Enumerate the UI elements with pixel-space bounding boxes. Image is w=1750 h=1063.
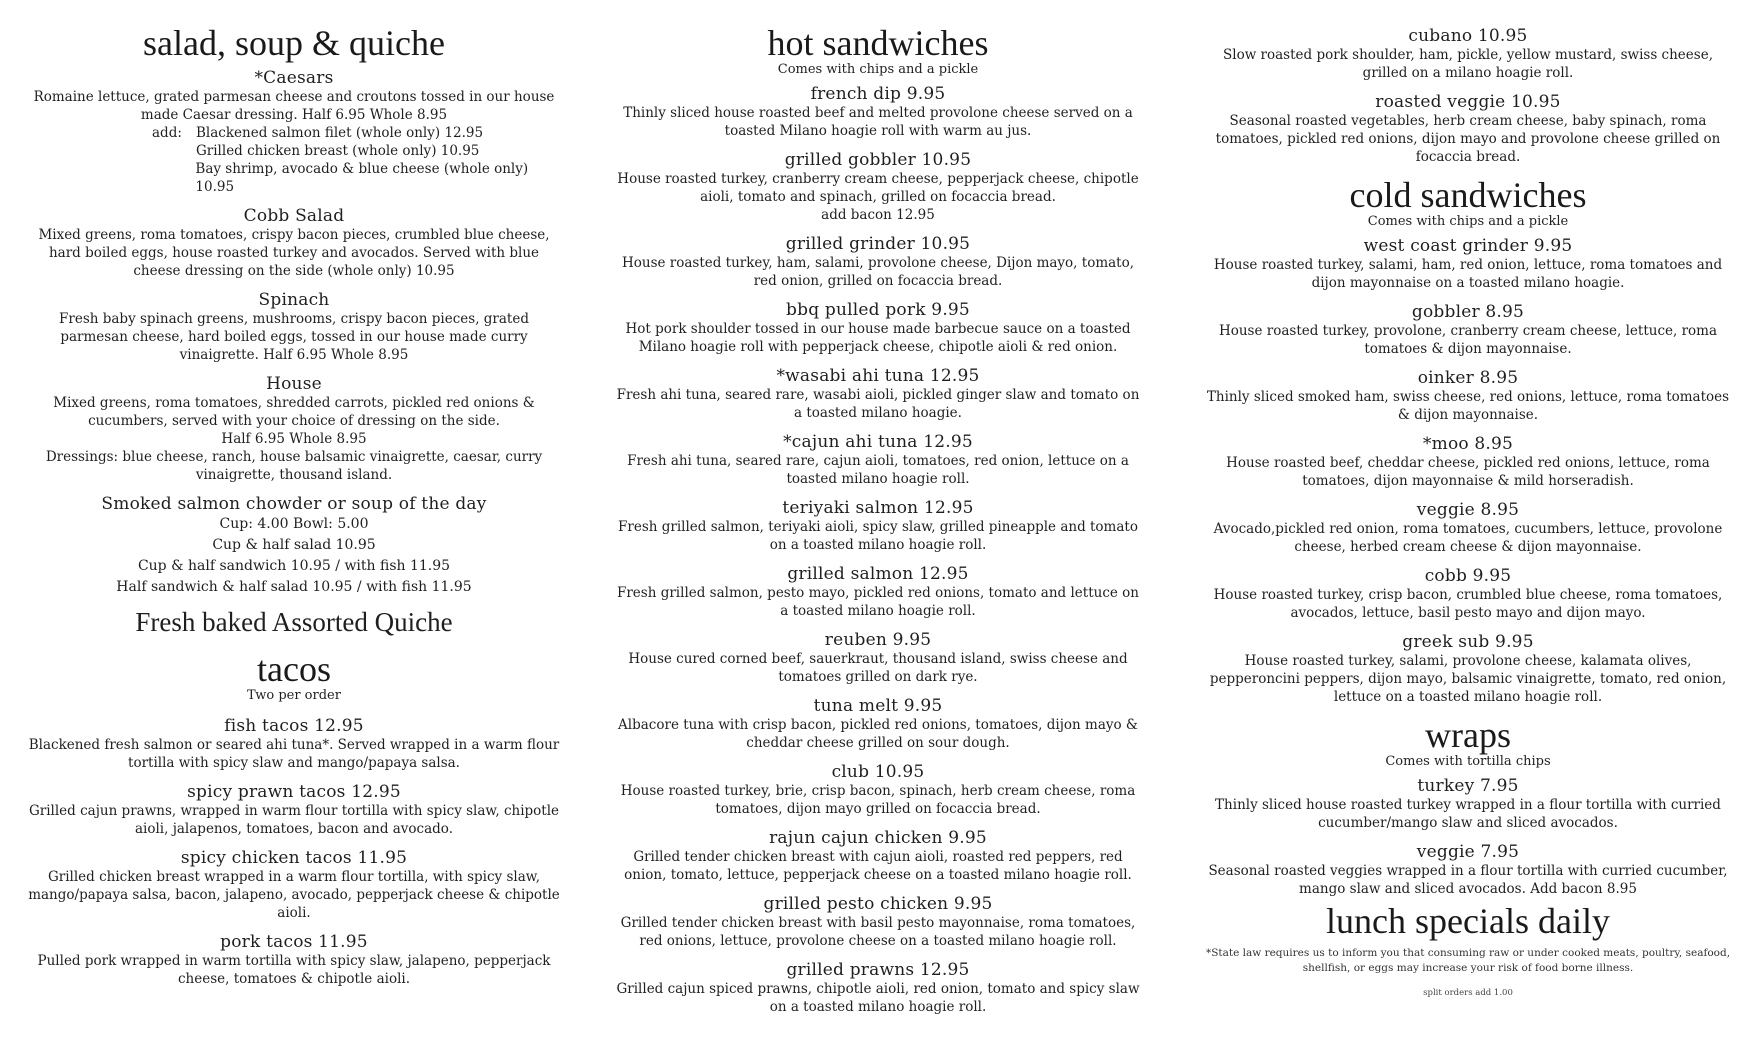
item-name: grilled grinder 10.95 xyxy=(785,234,971,254)
item-desc: House roasted turkey, crisp bacon, crumbled blue cheese, roma tomatoes, avocados, lettuce, basil pesto mayo and dijon mayo. xyxy=(1213,587,1723,621)
item-desc: Grilled tender chicken breast with cajun aioli, roasted red peppers, red onion, tomato, lettuce, pepperjack cheese on a toasted milano hoagie roll. xyxy=(624,849,1132,883)
item-desc: Albacore tuna with crisp bacon, pickled red onions, tomatoes, dijon mayo & cheddar cheese grilled on sour dough. xyxy=(618,717,1138,751)
item-name: gobbler 8.95 xyxy=(1411,302,1525,322)
menu-item-cold xyxy=(1196,302,1740,358)
menu-item-cold xyxy=(1196,236,1740,292)
addon: Grilled chicken breast (whole only) 10.95 xyxy=(196,143,480,159)
section-title-tacos: tacos xyxy=(257,649,331,689)
item-name: veggie 7.95 xyxy=(1416,842,1520,862)
soup-price-line: Cup & half salad 10.95 xyxy=(212,537,376,553)
menu-item-cold xyxy=(1196,368,1740,424)
menu-item-hot xyxy=(608,894,1148,950)
item-desc: Grilled chicken breast wrapped in a warm flour tortilla, with spicy slaw, mango/papaya salsa, bacon, jalapeno, avocado, pepperjack cheese & chipotle aioli. xyxy=(28,869,560,921)
menu-item-house xyxy=(22,374,566,484)
food-safety-notice: *State law requires us to inform you that consuming raw or under cooked meats, poultry, seafood, shellfish, or eggs may increase your risk of food borne illness. xyxy=(1205,947,1731,974)
menu-item-cold xyxy=(1196,632,1740,706)
item-desc: House roasted turkey, provolone, cranberry cream cheese, lettuce, roma tomatoes & dijon mayonnaise. xyxy=(1218,323,1718,357)
item-desc: Mixed greens, roma tomatoes, crispy bacon pieces, crumbled blue cheese, hard boiled eggs, house roasted turkey and avocados. Served with blue cheese dressing on the side (whole only) 10.95 xyxy=(38,227,550,279)
quiche-heading: Fresh baked Assorted Quiche xyxy=(135,607,453,637)
item-desc: House roasted turkey, salami, ham, red onion, lettuce, roma tomatoes and dijon mayonnaise on a toasted milano hoagie. xyxy=(1213,257,1723,291)
item-name: roasted veggie 10.95 xyxy=(1375,92,1561,112)
split-orders-note: split orders add 1.00 xyxy=(1423,988,1513,998)
item-name: *cajun ahi tuna 12.95 xyxy=(783,432,973,452)
soup-price-line: Cup & half sandwich 10.95 / with fish 11.95 xyxy=(137,558,451,574)
item-name: cubano 10.95 xyxy=(1408,26,1528,46)
menu-item-cold xyxy=(1196,500,1740,556)
column-cold-wraps xyxy=(1196,26,1740,998)
item-desc: House roasted turkey, cranberry cream cheese, pepperjack cheese, chipotle aioli, tomato and spinach, grilled on focaccia bread. xyxy=(617,171,1139,205)
menu-item-hot xyxy=(608,564,1148,620)
item-name: spicy prawn tacos 12.95 xyxy=(187,782,401,802)
item-name: Spinach xyxy=(258,290,330,310)
item-name: cobb 9.95 xyxy=(1424,566,1512,586)
column-salad-tacos xyxy=(22,24,566,998)
section-title-cold-sandwiches: cold sandwiches xyxy=(1349,175,1587,215)
menu-item-wrap xyxy=(1196,776,1740,832)
item-name: *moo 8.95 xyxy=(1422,434,1514,454)
item-name: greek sub 9.95 xyxy=(1402,632,1534,652)
item-name: french dip 9.95 xyxy=(810,84,946,104)
item-name: west coast grinder 9.95 xyxy=(1363,236,1573,256)
menu-item-taco xyxy=(22,932,566,988)
item-desc: House cured corned beef, sauerkraut, thousand island, swiss cheese and tomatoes grilled on dark rye. xyxy=(628,651,1128,685)
menu-item-caesars xyxy=(22,68,566,196)
item-desc: Slow roasted pork shoulder, ham, pickle, yellow mustard, swiss cheese, grilled on a milano hoagie roll. xyxy=(1223,47,1713,81)
menu-item-hot-cont xyxy=(1196,92,1740,166)
section-title-salad: salad, soup & quiche xyxy=(143,23,445,63)
item-desc: Grilled cajun spiced prawns, chipotle aioli, red onion, tomato and spicy slaw on a toasted milano hoagie roll. xyxy=(616,981,1140,1015)
menu-item-hot xyxy=(608,630,1148,686)
menu-item-cold xyxy=(1196,566,1740,622)
item-desc: Mixed greens, roma tomatoes, shredded carrots, pickled red onions & cucumbers, served with your choice of dressing on the side. xyxy=(53,395,535,429)
item-desc: Fresh ahi tuna, seared rare, cajun aioli, tomatoes, red onion, lettuce on a toasted milano hoagie roll. xyxy=(627,453,1129,487)
item-name: Smoked salmon chowder or soup of the day xyxy=(101,494,487,514)
item-extra: add bacon 12.95 xyxy=(821,207,935,223)
menu-item-taco xyxy=(22,782,566,838)
addon: Blackened salmon filet (whole only) 12.95 xyxy=(196,125,484,141)
item-name: club 10.95 xyxy=(831,762,925,782)
item-desc: Seasonal roasted vegetables, herb cream cheese, baby spinach, roma tomatoes, pickled red onions, dijon mayo and provolone cheese grilled on focaccia bread. xyxy=(1215,113,1721,165)
item-name: spicy chicken tacos 11.95 xyxy=(180,848,408,868)
menu-item-hot xyxy=(608,828,1148,884)
item-desc: Blackened fresh salmon or seared ahi tuna*. Served wrapped in a warm flour tortilla with spicy slaw and mango/papaya salsa. xyxy=(28,737,560,771)
menu-item-wrap xyxy=(1196,842,1740,898)
menu-item-taco xyxy=(22,716,566,772)
menu-item-spinach xyxy=(22,290,566,364)
item-desc: Fresh baby spinach greens, mushrooms, crispy bacon pieces, grated parmesan cheese, hard boiled eggs, tossed in our house made curry vinaigrette. Half 6.95 Whole 8.95 xyxy=(59,311,529,363)
menu-item-hot xyxy=(608,432,1148,488)
column-hot-sandwiches xyxy=(608,24,1148,1026)
item-name: reuben 9.95 xyxy=(824,630,932,650)
item-name: pork tacos 11.95 xyxy=(220,932,368,952)
item-price: Half 6.95 Whole 8.95 xyxy=(221,431,367,447)
add-label: add: xyxy=(152,125,182,141)
item-name: bbq pulled pork 9.95 xyxy=(786,300,970,320)
menu-item-hot xyxy=(608,762,1148,818)
item-desc: Fresh ahi tuna, seared rare, wasabi aioli, pickled ginger slaw and tomato on a toasted milano hoagie. xyxy=(616,387,1140,421)
menu-item-hot-cont xyxy=(1196,26,1740,82)
menu-item-taco xyxy=(22,848,566,922)
menu-item-cobb-salad xyxy=(22,206,566,280)
item-desc: Fresh grilled salmon, pesto mayo, pickled red onions, tomato and lettuce on a toasted milano hoagie roll. xyxy=(616,585,1139,619)
section-title-hot-sandwiches: hot sandwiches xyxy=(767,23,989,63)
section-subtitle-tacos: Two per order xyxy=(247,688,341,703)
menu-item-hot xyxy=(608,366,1148,422)
menu-item-hot xyxy=(608,234,1148,290)
section-title-lunch-specials: lunch specials daily xyxy=(1326,901,1610,941)
menu-item-hot xyxy=(608,150,1148,224)
menu-item-soup xyxy=(22,494,566,598)
item-desc: House roasted turkey, salami, provolone cheese, kalamata olives, pepperoncini peppers, dijon mayo, balsamic vinaigrette, tomato, red onion, lettuce on a toasted milano hoagie roll. xyxy=(1209,653,1727,705)
caesar-addons xyxy=(152,124,566,196)
menu-item-hot xyxy=(608,300,1148,356)
item-name: grilled salmon 12.95 xyxy=(787,564,969,584)
menu-item-hot xyxy=(608,696,1148,752)
item-name: grilled pesto chicken 9.95 xyxy=(763,894,993,914)
item-name: House xyxy=(266,374,322,394)
item-desc: House roasted beef, cheddar cheese, pickled red onions, lettuce, roma tomatoes, dijon mayonnaise & mild horseradish. xyxy=(1226,455,1710,489)
item-desc: House roasted turkey, brie, crisp bacon, spinach, herb cream cheese, roma tomatoes, dijon mayo grilled on focaccia bread. xyxy=(620,783,1136,817)
section-subtitle-hot: Comes with chips and a pickle xyxy=(777,62,979,77)
item-dressings: Dressings: blue cheese, ranch, house balsamic vinaigrette, caesar, curry vinaigrette, thousand island. xyxy=(45,449,543,483)
item-name: turkey 7.95 xyxy=(1417,776,1519,796)
addon: Bay shrimp, avocado & blue cheese (whole only) 10.95 xyxy=(195,161,529,195)
item-desc: Thinly sliced smoked ham, swiss cheese, red onions, lettuce, roma tomatoes & dijon mayonnaise. xyxy=(1206,389,1730,423)
item-desc: Romaine lettuce, grated parmesan cheese and croutons tossed in our house made Caesar dressing. Half 6.95 Whole 8.95 xyxy=(33,89,555,123)
item-name: tuna melt 9.95 xyxy=(813,696,943,716)
item-desc: Thinly sliced house roasted turkey wrapped in a flour tortilla with curried cucumber/mango slaw and sliced avocados. xyxy=(1215,797,1721,831)
section-title-wraps: wraps xyxy=(1425,715,1511,755)
item-name: grilled gobbler 10.95 xyxy=(784,150,972,170)
item-name: Cobb Salad xyxy=(243,206,345,226)
item-desc: Pulled pork wrapped in warm tortilla with spicy slaw, jalapeno, pepperjack cheese, tomatoes & chipotle aioli. xyxy=(37,953,551,987)
menu-item-hot xyxy=(608,84,1148,140)
item-name: teriyaki salmon 12.95 xyxy=(782,498,974,518)
menu-item-hot xyxy=(608,498,1148,554)
item-name: *wasabi ahi tuna 12.95 xyxy=(776,366,980,386)
menu-item-cold xyxy=(1196,434,1740,490)
item-desc: Thinly sliced house roasted beef and melted provolone cheese served on a toasted Milano hoagie roll with warm au jus. xyxy=(623,105,1133,139)
section-subtitle-wraps: Comes with tortilla chips xyxy=(1385,754,1551,769)
item-desc: Seasonal roasted veggies wrapped in a flour tortilla with curried cucumber, mango slaw and sliced avocados. Add bacon 8.95 xyxy=(1208,863,1728,897)
item-desc: Grilled cajun prawns, wrapped in warm flour tortilla with spicy slaw, chipotle aioli, jalapenos, tomatoes, bacon and avocado. xyxy=(28,803,560,837)
item-name: grilled prawns 12.95 xyxy=(786,960,970,980)
item-desc: House roasted turkey, ham, salami, provolone cheese, Dijon mayo, tomato, red onion, grilled on focaccia bread. xyxy=(621,255,1135,289)
item-name: veggie 8.95 xyxy=(1416,500,1520,520)
item-desc: Grilled tender chicken breast with basil pesto mayonnaise, roma tomatoes, red onions, lettuce, provolone cheese on a toasted milano hoagie roll. xyxy=(620,915,1136,949)
item-name: fish tacos 12.95 xyxy=(224,716,364,736)
item-desc: Fresh grilled salmon, teriyaki aioli, spicy slaw, grilled pineapple and tomato on a toasted milano hoagie roll. xyxy=(618,519,1138,553)
item-name: rajun cajun chicken 9.95 xyxy=(769,828,987,848)
soup-price-line: Half sandwich & half salad 10.95 / with fish 11.95 xyxy=(116,579,472,595)
soup-price-line: Cup: 4.00 Bowl: 5.00 xyxy=(219,516,369,532)
item-name: oinker 8.95 xyxy=(1417,368,1519,388)
item-name: *Caesars xyxy=(254,68,334,88)
item-desc: Hot pork shoulder tossed in our house made barbecue sauce on a toasted Milano hoagie roll with pepperjack cheese, chipotle aioli & red onion. xyxy=(625,321,1131,355)
section-subtitle-cold: Comes with chips and a pickle xyxy=(1367,214,1569,229)
item-desc: Avocado,pickled red onion, roma tomatoes, cucumbers, lettuce, provolone cheese, herbed cream cheese & dijon mayonnaise. xyxy=(1213,521,1723,555)
menu-item-hot xyxy=(608,960,1148,1016)
